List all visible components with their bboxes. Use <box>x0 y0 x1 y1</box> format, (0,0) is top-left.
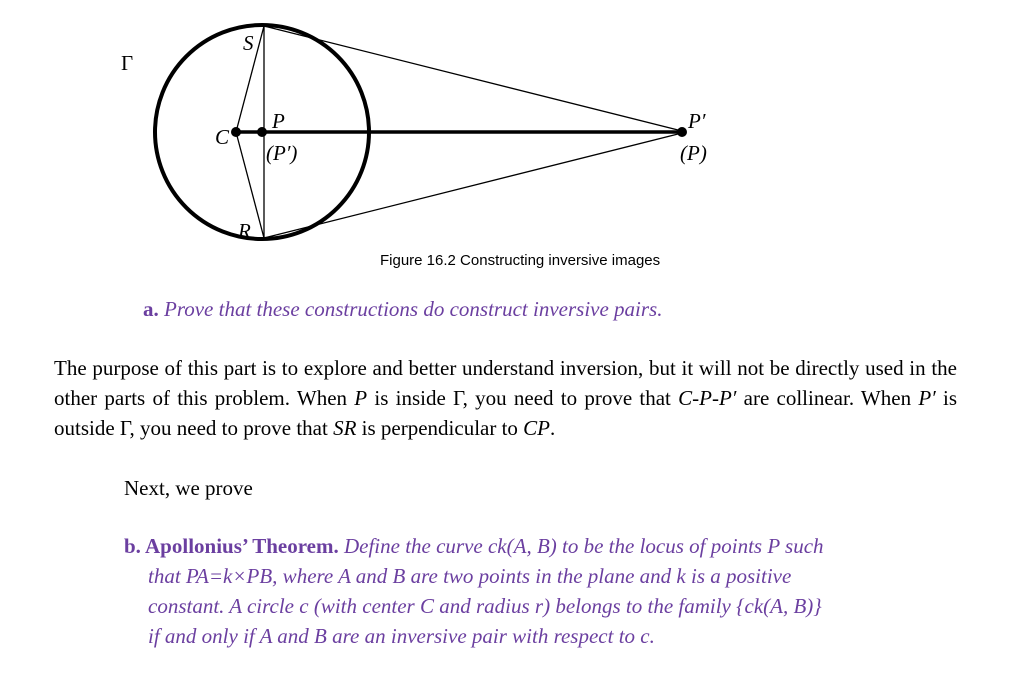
part-b <box>124 531 974 651</box>
para-s5: is perpendicular to <box>356 416 524 440</box>
label-p-prime-paren: (P′) <box>266 141 298 165</box>
point-p-prime <box>677 127 687 137</box>
part-b-line-4: if and only if A and B are an inversive pair with respect to c. <box>148 624 655 648</box>
next-line: Next, we prove <box>124 476 253 500</box>
para-s3: are collinear. When <box>736 386 919 410</box>
explanation-paragraph <box>54 353 957 443</box>
label-r: R <box>238 219 251 243</box>
label-gamma: Γ <box>121 51 134 75</box>
point-p <box>257 127 267 137</box>
tangent-line-lower <box>264 133 682 238</box>
para-cpp: C-P-P′ <box>678 386 737 410</box>
label-c: C <box>215 125 230 149</box>
para-s1: The purpose of this part is to explore and better understand inversion, but it will not be directly used in the other parts of this problem. When <box>54 356 957 410</box>
part-b-line-2: that PA=k×PB, where A and B are two points in the plane and k is a positive <box>148 564 792 588</box>
para-s4: is outside Γ, you need to prove that <box>54 386 958 440</box>
point-c <box>231 127 241 137</box>
inversion-figure <box>0 0 1024 290</box>
part-b-line-3: constant. A circle c (with center C and radius r) belongs to the family {ck(A, B)} <box>148 594 822 618</box>
para-p1: P <box>354 386 368 410</box>
part-b-heading: b. Apollonius’ Theorem. <box>124 534 339 558</box>
para-cp: CP <box>523 416 551 440</box>
figure-caption: Figure 16.2 Constructing inversive images <box>380 252 661 269</box>
label-p-prime: P′ <box>688 109 706 133</box>
para-s2: is inside Γ, you need to prove that <box>367 386 679 410</box>
part-b-text-1: Define the curve ck(A, B) to be the locus of points P such <box>343 534 824 558</box>
part-a <box>143 297 662 322</box>
label-p: P <box>272 109 285 133</box>
label-p-paren: (P) <box>680 141 707 165</box>
tangent-line-upper <box>264 26 682 131</box>
part-a-marker: a. <box>143 297 159 321</box>
part-b-line-1 <box>124 531 974 561</box>
para-sr: SR <box>333 416 357 440</box>
label-s: S <box>243 31 254 55</box>
part-a-text: Prove that these constructions do construct inversive pairs. <box>164 297 663 321</box>
para-s6: . <box>550 416 556 440</box>
para-p2: P′ <box>918 386 936 410</box>
